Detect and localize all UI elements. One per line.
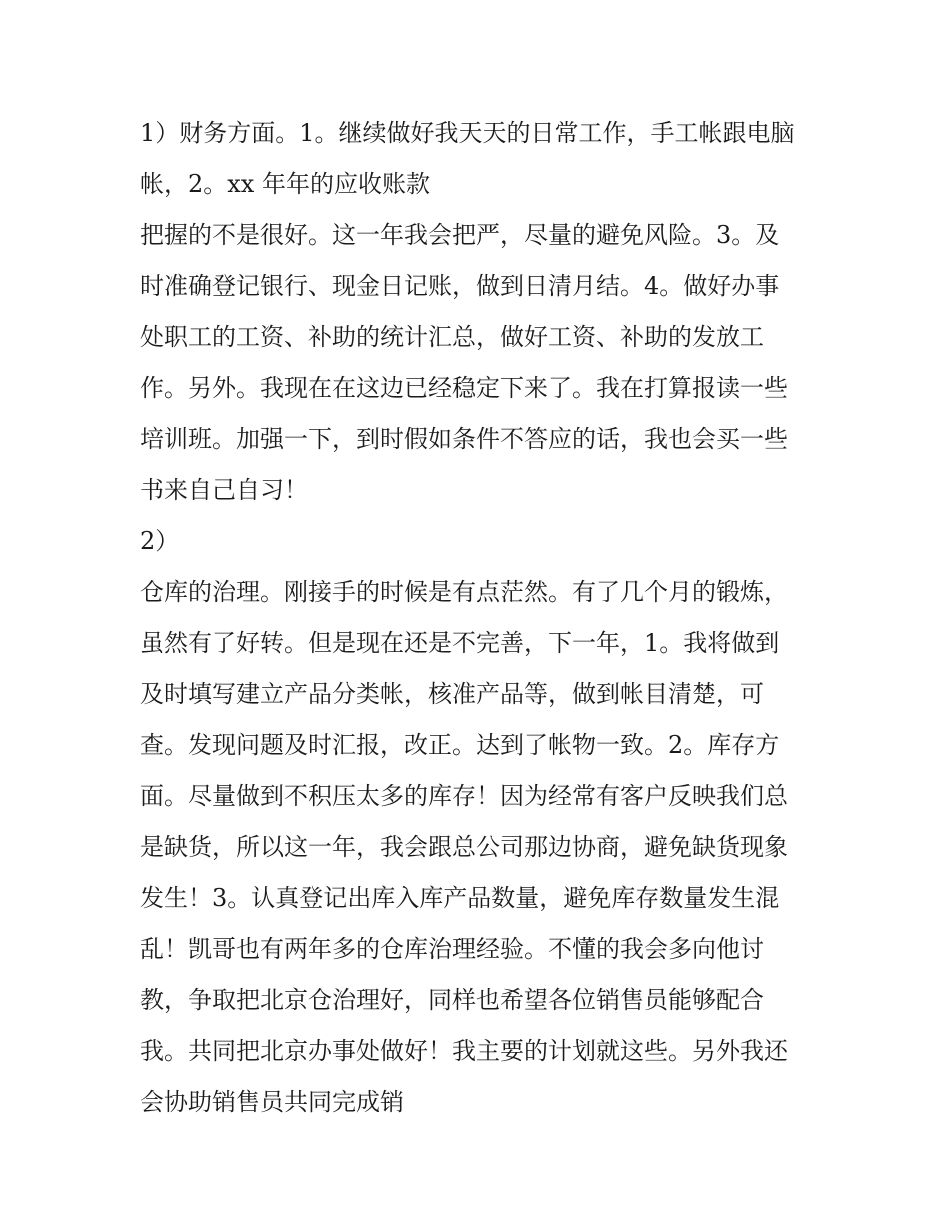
- text-line: 书来自己自习！: [140, 476, 308, 504]
- text-line: 发生！3。认真登记出库入库产品数量，避免库存数量发生混: [140, 884, 780, 912]
- text-line: 是缺货，所以这一年，我会跟总公司那边协商，避免缺货现象: [140, 833, 788, 861]
- text-line: 会协助销售员共同完成销: [140, 1088, 404, 1116]
- text-line: 帐，2。xx 年年的应收账款: [140, 170, 430, 198]
- text-line: 乱！凯哥也有两年多的仓库治理经验。不懂的我会多向他讨: [140, 935, 764, 963]
- text-line: 培训班。加强一下，到时假如条件不答应的话，我也会买一些: [140, 425, 788, 453]
- text-line: 把握的不是很好。这一年我会把严，尽量的避免风险。3。及: [140, 221, 780, 249]
- text-line: 处职工的工资、补助的统计汇总，做好工资、补助的发放工: [140, 323, 764, 351]
- text-line: 教，争取把北京仓治理好，同样也希望各位销售员能够配合: [140, 986, 764, 1014]
- text-line: 作。另外。我现在在这边已经稳定下来了。我在打算报读一些: [140, 374, 788, 402]
- text-line: 1）财务方面。1。继续做好我天天的日常工作，手工帐跟电脑: [140, 119, 795, 147]
- text-line: 虽然有了好转。但是现在还是不完善，下一年，1。我将做到: [140, 629, 780, 657]
- text-line: 我。共同把北京办事处做好！我主要的计划就这些。另外我还: [140, 1037, 788, 1065]
- section-marker: 2）: [140, 527, 180, 555]
- document-body: [140, 108, 830, 1128]
- text-line: 仓库的治理。刚接手的时候是有点茫然。有了几个月的锻炼，: [140, 578, 788, 606]
- text-line: 及时填写建立产品分类帐，核准产品等，做到帐目清楚，可: [140, 680, 764, 708]
- text-line: 面。尽量做到不积压太多的库存！因为经常有客户反映我们总: [140, 782, 788, 810]
- text-line: 时准确登记银行、现金日记账，做到日清月结。4。做好办事: [140, 272, 780, 300]
- text-line: 查。发现问题及时汇报，改正。达到了帐物一致。2。库存方: [140, 731, 780, 759]
